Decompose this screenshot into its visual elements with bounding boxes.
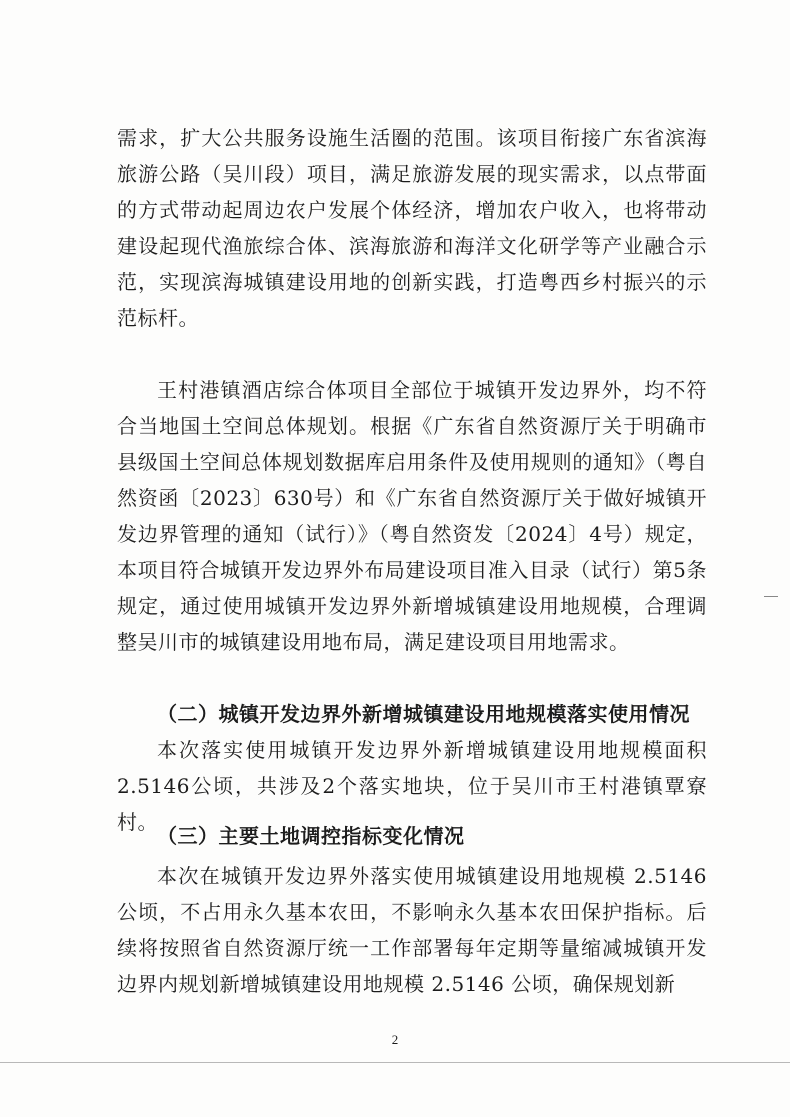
page-number: 2 xyxy=(391,1032,399,1047)
paragraph-indicators: 本次在城镇开发边界外落实使用城镇建设用地规模 2.5146公顷，不占用永久基本农田，不影响永久基本农田保护指标。后续将按照省自然资源厅统一工作部署每年定期等量缩减城镇开发边界内规划新增城镇建设用地规模 2.5146 公顷，确保规划新 xyxy=(117,864,707,996)
margin-mark xyxy=(764,596,778,597)
paragraph-continuation: 需求，扩大公共服务设施生活圈的范围。该项目衔接广东省滨海旅游公路（吴川段）项目，满足旅游发展的现实需求，以点带面的方式带动起周边农户发展个体经济，增加农户收入，也将带动建设起现代渔旅综合体、滨海旅游和海洋文化研学等产业融合示范，实现滨海城镇建设用地的创新实践，打造粤西乡村振兴的示范标杆。 xyxy=(117,126,707,330)
paragraph-project-location: 王村港镇酒店综合体项目全部位于城镇开发边界外，均不符合当地国土空间总体规划。根据《广东省自然资源厅关于明确市县级国土空间总体规划数据库启用条件及使用规则的通知》（粤自然资函〔2023〕630号）和《广东省自然资源厅关于做好城镇开发边界管理的通知（试行）》（粤自然资发〔2024〕4号）规定，本项目符合城镇开发边界外布局建设项目准入目录（试行）第5条规定，通过使用城镇开发边界外新增城镇建设用地规模，合理调整吴川市的城镇建设用地布局，满足建设项目用地需求。 xyxy=(117,378,707,654)
section-heading-two: （二）城镇开发边界外新增城镇建设用地规模落实使用情况 xyxy=(157,702,690,726)
paragraph-usage: 本次落实使用城镇开发边界外新增城镇建设用地规模面积2.5146公顷，共涉及2个落实地块，位于吴川市王村港镇覃寮村。 xyxy=(117,738,707,834)
section-heading-three: （三）主要土地调控指标变化情况 xyxy=(157,824,465,848)
scan-artifact-line xyxy=(0,1062,790,1063)
